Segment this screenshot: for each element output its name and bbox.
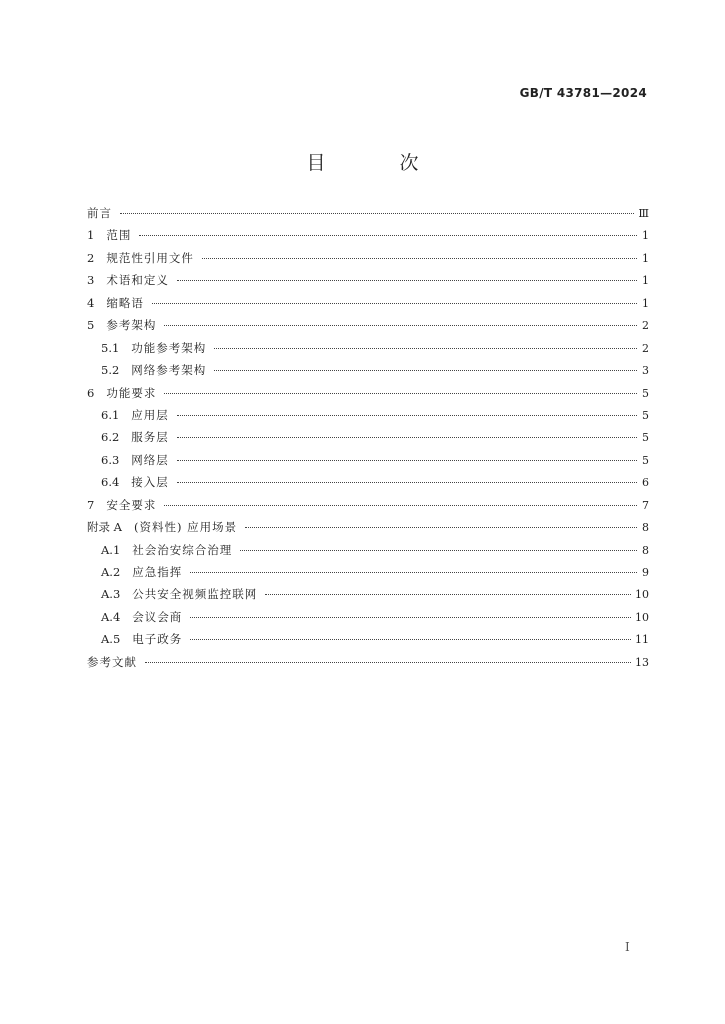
- toc-entry-label: 应用层: [131, 407, 169, 422]
- toc-entry[interactable]: [87, 542, 649, 564]
- toc-entry[interactable]: [87, 340, 649, 362]
- toc-entry[interactable]: [87, 295, 649, 317]
- toc-entry-number: 6.3: [101, 452, 120, 467]
- toc-entry-page: 6: [642, 476, 649, 490]
- toc-entry-label: (资料性) 应用场景: [133, 520, 238, 535]
- toc-entry[interactable]: [87, 452, 649, 474]
- toc-entry-page: 8: [642, 521, 649, 535]
- dot-leader: [139, 235, 637, 236]
- toc-entry[interactable]: [87, 519, 649, 541]
- dot-leader: [164, 393, 637, 394]
- table-of-contents: [87, 205, 649, 676]
- dot-leader: [177, 280, 637, 281]
- toc-entry-label: 会议会商: [132, 609, 183, 624]
- toc-entry-label: 网络参考架构: [131, 363, 207, 378]
- toc-entry-page: 10: [635, 588, 649, 602]
- toc-entry-label: 应急指挥: [132, 565, 183, 579]
- toc-entry-page: Ⅲ: [638, 207, 649, 220]
- toc-entry[interactable]: [87, 385, 649, 407]
- dot-leader: [164, 325, 637, 326]
- toc-entry-number: 4: [87, 295, 95, 310]
- dot-leader: [145, 662, 631, 663]
- dot-leader: [190, 617, 631, 618]
- toc-entry-label: 术语和定义: [106, 273, 169, 288]
- toc-entry[interactable]: [87, 429, 649, 451]
- toc-entry[interactable]: [87, 205, 649, 227]
- toc-entry-label: 规范性引用文件: [106, 250, 194, 265]
- toc-entry-label: 服务层: [131, 430, 169, 445]
- toc-entry-label: 功能要求: [106, 385, 157, 400]
- toc-entry-number: A.1: [101, 542, 121, 557]
- toc-entry-label: 电子政务: [132, 632, 183, 647]
- toc-entry[interactable]: [87, 564, 649, 586]
- toc-entry-number: 5.1: [101, 340, 120, 355]
- toc-entry-number: A.5: [101, 632, 121, 647]
- toc-entry-number: 6: [87, 385, 95, 400]
- toc-entry-number: 6.2: [101, 430, 120, 445]
- toc-entry-page: 5: [642, 408, 649, 422]
- toc-entry-label: 接入层: [131, 475, 169, 490]
- toc-entry[interactable]: [87, 362, 649, 384]
- toc-entry-page: 2: [642, 319, 649, 333]
- toc-entry-number: 1: [87, 228, 95, 243]
- toc-entry-page: 11: [635, 633, 649, 647]
- toc-entry-label: 范围: [106, 228, 132, 243]
- dot-leader: [177, 415, 637, 416]
- toc-entry-label: 社会治安综合治理: [132, 542, 233, 557]
- dot-leader: [190, 572, 637, 573]
- toc-entry-number: 5: [87, 318, 95, 333]
- dot-leader: [177, 460, 637, 461]
- toc-entry-page: 1: [642, 251, 649, 265]
- toc-entry[interactable]: [87, 407, 649, 429]
- toc-entry-number: 附录 A: [87, 520, 122, 535]
- dot-leader: [202, 258, 637, 259]
- toc-entry-label: 参考架构: [106, 318, 157, 333]
- dot-leader: [164, 505, 637, 506]
- toc-entry[interactable]: [87, 586, 649, 608]
- toc-entry-page: 7: [642, 498, 649, 512]
- toc-entry-label: 网络层: [131, 452, 169, 467]
- toc-entry[interactable]: [87, 654, 649, 676]
- toc-entry-page: 13: [635, 655, 649, 669]
- toc-entry[interactable]: [87, 497, 649, 519]
- toc-entry-number: 7: [87, 497, 95, 512]
- toc-entry-number: 2: [87, 250, 95, 265]
- toc-entry-page: 10: [635, 610, 649, 624]
- page-number: Ⅰ: [625, 940, 630, 954]
- toc-entry-label: 公共安全视频监控联网: [132, 587, 258, 602]
- toc-entry-label: 安全要求: [106, 497, 157, 512]
- toc-entry[interactable]: [87, 227, 649, 249]
- dot-leader: [265, 594, 631, 595]
- toc-entry-number: 5.2: [101, 363, 120, 378]
- toc-entry-number: A.4: [101, 609, 121, 624]
- dot-leader: [245, 527, 637, 528]
- dot-leader: [177, 437, 637, 438]
- toc-entry-number: A.3: [101, 587, 121, 602]
- toc-entry-number: 6.4: [101, 475, 120, 490]
- toc-entry[interactable]: [87, 631, 649, 653]
- toc-entry-page: 3: [642, 364, 649, 378]
- toc-entry-page: 1: [642, 296, 649, 310]
- toc-title: 目 次: [306, 152, 453, 174]
- toc-entry[interactable]: [87, 250, 649, 272]
- toc-entry-label: 参考文献: [87, 654, 137, 669]
- standard-code: GB/T 43781—2024: [519, 86, 647, 100]
- toc-entry-page: 9: [642, 566, 649, 579]
- toc-entry[interactable]: [87, 609, 649, 631]
- toc-entry[interactable]: [87, 317, 649, 339]
- dot-leader: [177, 482, 637, 483]
- dot-leader: [120, 213, 634, 214]
- toc-entry-page: 1: [642, 274, 649, 288]
- dot-leader: [240, 550, 637, 551]
- dot-leader: [214, 370, 637, 371]
- toc-entry-page: 5: [642, 431, 649, 445]
- dot-leader: [190, 639, 631, 640]
- toc-entry-label: 缩略语: [106, 295, 144, 310]
- toc-entry-page: 2: [642, 341, 649, 355]
- toc-entry-page: 5: [642, 386, 649, 400]
- toc-entry-number: A.2: [101, 565, 121, 579]
- toc-entry-number: 6.1: [101, 407, 120, 422]
- toc-entry-page: 1: [642, 229, 649, 243]
- toc-entry[interactable]: [87, 272, 649, 294]
- toc-entry[interactable]: [87, 474, 649, 496]
- toc-entry-page: 8: [642, 543, 649, 557]
- dot-leader: [214, 348, 637, 349]
- toc-entry-page: 5: [642, 453, 649, 467]
- toc-entry-label: 前言: [87, 206, 112, 220]
- toc-entry-number: 3: [87, 273, 95, 288]
- toc-entry-label: 功能参考架构: [131, 340, 207, 355]
- dot-leader: [152, 303, 637, 304]
